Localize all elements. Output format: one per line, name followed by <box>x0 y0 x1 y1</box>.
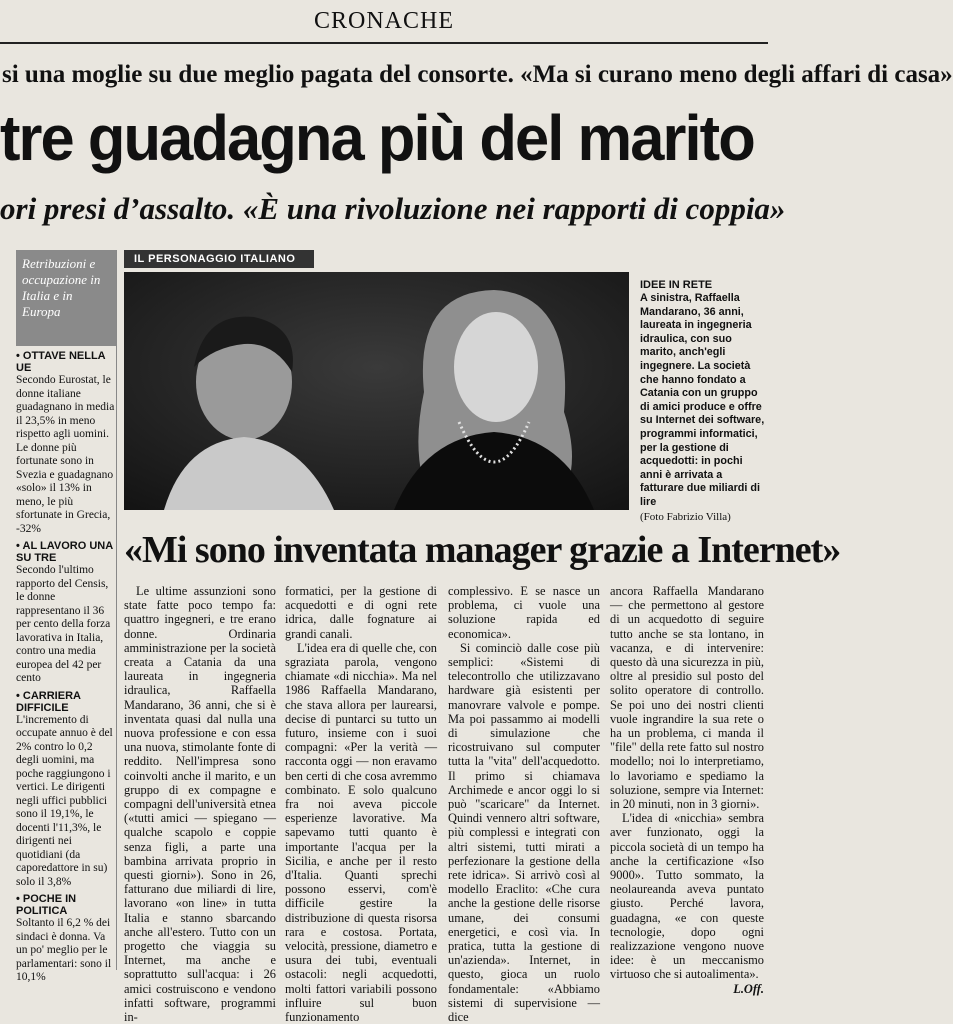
caption-body: A sinistra, Raffaella Mandarano, 36 anni, laureata in ingegneria idraulica, con suo marito, anch'egli ingegnere. La società che hanno fondato a Catania con un gruppo di amici produce e offre su Internet dei software, programmi informatici, per la gestione di acquedotti: in pochi anni è arrivata a fatturare due miliardi di lire <box>640 292 765 508</box>
header-rule <box>0 42 768 44</box>
paragraph: Si cominciò dalle cose più semplici: «Sistemi di telecontrollo che utilizzavano hardware già esistenti per manovrare valvole e pompe. Ma poi passammo ai modelli di simulazione che ricostruivano sul computer tutta la "vita" dell'acquedotto. Il primo si chiamava Archimede e ancor oggi lo si può "scaricare" da Internet. Quindi vennero altri software, più complessi e integrati con altri sistemi, tutti mirati a perfezionare la gestione della rete idrica». Si arrivò così al modello Eraclito: «Che cura anche la gestione delle risorse umane, dei consumi energetici, e così via. In pratica, tutta la gestione di un'azienda». Internet, in questo, gioca un ruolo fondamentale: «Abbiamo sistemi di supervisione — dice <box>448 640 600 1024</box>
paragraph: ancora Raffaella Mandarano — che permettono al gestore di un acquedotto di seguire tutto anche se sta lontano, in vacanza, e di intervenire: questo dà una sicurezza in più, oltre al presidio sul posto del solito operatore di controllo. Se poi uno dei nostri clienti vuole ingrandire la sua rete o ha un problema, ci manda il "file" della rete fatto sul nostro modello; noi lo interpretiamo, lo lavoriamo e spediamo la soluzione, sempre via Internet: in 20 minuti, non in 3 giorni». <box>610 584 764 812</box>
persona-label: IL PERSONAGGIO ITALIANO <box>124 250 314 268</box>
kicker: si una moglie su due meglio pagata del consorte. «Ma si curano meno degli affari di casa» <box>2 61 953 88</box>
sidebar-section-title: • CARRIERA DIFFICILE <box>16 689 81 714</box>
couple-photo <box>124 272 629 510</box>
sidebar-section <box>16 540 116 686</box>
sidebar-section-title: • AL LAVORO UNA SU TRE <box>16 540 113 564</box>
sidebar-header: Retribuzioni e occupazione in Italia e in Europa <box>16 250 116 346</box>
article-column-2 <box>285 584 437 1024</box>
paragraph: L'idea era di quelle che, con sgraziata parola, vengono chiamate «di nicchia». Ma nel 1986 Raffaella Mandarano, che stava allora per laurearsi, decise di puntarci su tutto un futuro, insieme con i suoi compagni: «Per la verità — racconta oggi — non eravamo ben certi di che cosa avremmo combinato. E solo qualcuno fra noi aveva piccole esperienze lavorative. Ma sapevamo tutti quanto è importante l'acqua per la Sicilia, e anche per il resto d'Italia. Quanti sprechi possono esservi, com'è difficile gestire la distribuzione di questa risorsa rara e costosa. Portata, velocità, pressione, diametro e usura dei tubi, eventuali ostacoli: negli acquedotti, molti fattori variabili possono influire sul buon funzionamento <box>285 640 437 1024</box>
sidebar-section-text: Soltanto il 6,2 % dei sindaci è donna. Va un po' meglio per le parlamentari: sono il 10,1% <box>16 917 112 983</box>
sidebar-section-text: Secondo Eurostat, le donne italiane guadagnano in media il 23,5% in meno rispetto agli uomini. Le donne più fortunate sono in Svezia e guadagnano «solo» il 13% in meno, le più sfortunate in Grecia, -32% <box>16 374 115 535</box>
paragraph: formatici, per la gestione di acquedotti e di ogni rete idrica, dalle fognature ai grandi canali. <box>285 584 437 641</box>
couple-photo-illustration <box>124 272 629 510</box>
photo-caption <box>640 278 766 523</box>
paragraph: complessivo. E se nasce un problema, ci vuole una soluzione rapida ed economica». <box>448 584 600 641</box>
article-column-4 <box>610 584 764 996</box>
caption-title: IDEE IN RETE <box>640 279 713 291</box>
sidebar-section-title: • OTTAVE NELLA UE <box>16 350 106 374</box>
sidebar-section <box>16 893 116 985</box>
byline: L.Off. <box>733 981 764 996</box>
section-header <box>0 0 768 42</box>
section-title: CRONACHE <box>313 8 454 34</box>
article-column-3 <box>448 584 600 1024</box>
sidebar-section-title: • POCHE IN POLITICA <box>16 893 77 917</box>
sidebar-section-text: L'incremento di occupate annuo è del 2% contro lo 0,2 degli uomini, ma poche raggiungono i vertici. Le dirigenti negli uffici pubblici sono il 19,1%, le docenti l'11,3%, le dirigenti nei quotidiani (da caporedattore in su) solo il 3,8% <box>16 713 113 888</box>
sidebar-section <box>16 350 116 536</box>
sidebar-section-text: Secondo l'ultimo rapporto del Censis, le donne rappresentano il 36 per cento della forza lavorativa in Italia, contro una media europea del 42 per cento <box>16 564 111 684</box>
paragraph: L'idea di «nicchia» sembra aver funzionato, oggi la piccola società di un tempo ha anche la certificazione «Iso 9000». Tutto sommato, la neolaureanda aveva puntato giusto. Perché lavora, guadagna, «e con queste tecnologie, dopo ogni realizzazione vengono nuove idee: è un meccanismo virtuoso che si autoalimenta». <box>610 811 764 982</box>
subheadline: ori presi d’assalto. «È una rivoluzione nei rapporti di coppia» <box>0 191 786 226</box>
headline: tre guadagna più del marito <box>0 102 754 174</box>
article-title: «Mi sono inventata manager grazie a Internet» <box>124 529 841 571</box>
sidebar-section <box>16 690 116 890</box>
article-column-1 <box>124 584 276 1024</box>
paragraph: Le ultime assunzioni sono state fatte poco tempo fa: quattro ingegneri, e tre erano donne. Ordinaria amministrazione per la società creata a Catania da una laureata in ingegneria idraulica, Raffaella Mandarano, 36 anni, che si è inventata quasi dal nulla una nuova professione e con essa una nuova, stimolante fonte di reddito. Nell'impresa sono coinvolti anche il marito, e un gruppo di ex compagne e compagni dell'università etnea («tutti amici — spiegano — qualche scapolo e coppie senza figli, a parte una bambina arrivata proprio in questi giorni»). Sono in 26, fatturano due miliardi di lire, lavorano «on line» in tutta Italia e stanno sbarcando anche all'estero. Tutto con un progetto che viaggia su Internet, ma anche e soprattutto sull'acqua: i 26 amici costruiscono e vendono infatti software, programmi in- <box>124 584 276 1024</box>
photo-credit: (Foto Fabrizio Villa) <box>640 510 731 523</box>
stats-sidebar <box>16 250 117 983</box>
